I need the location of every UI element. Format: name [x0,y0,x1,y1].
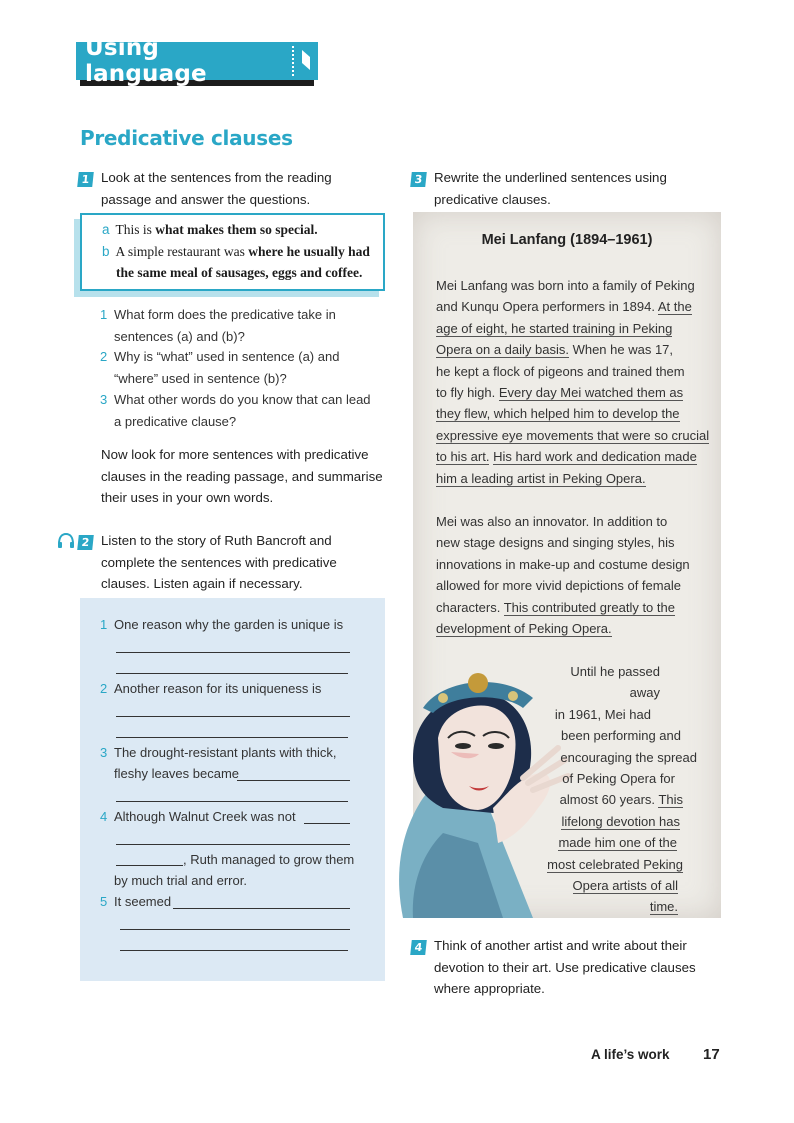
headphones-icon[interactable] [57,533,75,554]
item-text: Although Walnut Creek was not [114,809,296,824]
item-number: 3 [100,745,108,760]
task-3-instruction [434,167,667,210]
follow-up-line: their uses in your own words. [101,490,274,505]
answer-blank[interactable] [173,908,350,909]
item-number: 2 [100,681,108,696]
passage-paragraph-2 [436,511,690,639]
passage-line: in 1961, Mei had [554,706,651,722]
example-b-text: A simple restaurant was [115,244,249,259]
passage-title: Mei Lanfang (1894–1961) [481,232,653,248]
underlined-sentence: they flew, which helped him to develop the [436,406,680,422]
passage-line: Mei was also an innovator. In addition to [436,514,668,529]
answer-blank[interactable] [116,844,350,845]
question-3 [100,389,371,432]
section-banner [76,35,318,87]
question-number: 3 [100,392,108,407]
exercise-item-4-end: by much trial and error. [114,873,247,888]
underlined-sentence: development of Peking Opera. [436,621,612,637]
passage-line: Until he passed away [570,664,660,701]
underlined-sentence: age of eight, he started training in Peking [436,320,673,336]
item-number: 4 [100,809,108,824]
example-a-text: This is [115,222,156,237]
exercise-item-4-continued: , Ruth managed to grow them [183,852,355,867]
task-2-instruction-line: clauses. Listen again if necessary. [101,576,303,591]
example-b-continued [116,265,362,281]
passage-line: allowed for more vivid depictions of female [436,578,681,594]
task-2-instruction-line: complete the sentences with predicative [101,554,337,570]
unit-title: A life’s work [591,1047,670,1062]
passage-paragraph-3 [541,661,697,918]
answer-blank[interactable] [116,865,183,866]
underlined-sentence: him a leading artist in Peking Opera. [436,470,646,486]
task-4-instruction [434,935,696,1000]
passage-line: new stage designs and singing styles, his [436,535,675,551]
task-4-instruction-line: Think of another artist and write about their [434,938,687,953]
passage-text: almost 60 years. [559,792,656,808]
exercise-item-2 [100,681,321,696]
follow-up-line: clauses in the reading passage, and summarise [101,468,383,484]
task-3-instruction-line: predicative clauses. [434,191,551,207]
underlined-sentence: This [658,792,683,808]
item-number: 5 [100,894,108,909]
item-text: One reason why the garden is unique is [114,617,344,632]
question-text: sentences (a) and (b)? [114,328,245,344]
answer-blank[interactable] [116,716,350,717]
passage-line: innovations in make-up and costume design [436,556,690,572]
bookmark-icon [292,46,318,76]
task-1-instruction-line: Look at the sentences from the reading [101,170,332,185]
example-a [102,222,318,238]
passage-line: he kept a flock of pigeons and trained them [436,363,685,379]
task-3-instruction-line: Rewrite the underlined sentences using [434,170,667,185]
passage-text: to fly high. [436,385,496,401]
question-text: “where” used in sentence (b)? [114,370,287,386]
task-4-instruction-line: devotion to their art. Use predicative clauses [434,959,696,975]
answer-blank[interactable] [116,673,348,674]
task-1-follow-up [101,444,383,509]
answer-blank[interactable] [116,801,348,802]
follow-up-line: Now look for more sentences with predicative [101,447,369,462]
item-number: 1 [100,617,108,632]
passage-paragraph-1 [436,275,709,489]
example-a-clause: what makes them so special. [155,222,318,237]
exercise-panel [80,598,385,981]
underlined-sentence: His hard work and dedication made [493,449,697,465]
passage-text: When he was 17, [568,342,674,358]
exercise-item-4 [100,809,296,824]
question-text: a predicative clause? [114,413,237,429]
page-number: 17 [703,1046,720,1063]
underlined-sentence: most celebrated Peking [547,856,683,872]
answer-blank[interactable] [120,929,350,930]
passage-text: and Kunqu Opera performers in 1894. [436,299,655,315]
exercise-item-5 [100,894,171,909]
passage-line: been performing and [561,728,681,744]
underlined-sentence: expressive eye movements that were so crucial [436,427,710,443]
underlined-sentence: At the [657,299,692,315]
item-text: It seemed [114,894,172,909]
example-b-clause: where he usually had [248,244,370,259]
question-text: What form does the predicative take in [114,307,336,322]
answer-blank[interactable] [116,737,348,738]
question-2 [100,346,339,389]
question-number: 2 [100,349,108,364]
underlined-sentence: Opera artists of all time. [572,878,678,915]
task-4-number: 4 [410,940,427,955]
example-a-label: a [102,222,110,237]
underlined-sentence: made him one of the [558,835,677,851]
section-title: Predicative clauses [80,126,293,150]
banner-title: Using language [85,35,207,87]
passage-text: characters. [436,599,501,615]
underlined-sentence: This contributed greatly to the [503,599,675,615]
task-1-instruction [101,167,332,210]
answer-blank[interactable] [237,780,350,781]
answer-blank[interactable] [116,652,350,653]
task-2-instruction [101,530,337,595]
exercise-item-1 [100,617,343,632]
passage-line: encouraging the spread [560,749,697,765]
task-1-number: 1 [77,172,94,187]
underlined-sentence: Opera on a daily basis. [436,342,569,358]
passage-line: of Peking Opera for [562,771,675,787]
exercise-item-3-continued: fleshy leaves became [114,766,240,781]
task-3-number: 3 [410,172,427,187]
underlined-sentence: to his art. [436,449,490,465]
answer-blank[interactable] [120,950,348,951]
item-text: Another reason for its uniqueness is [114,681,322,696]
question-text: Why is “what” used in sentence (a) and [114,349,340,364]
question-number: 1 [100,307,108,322]
example-b-clause-2: the same meal of sausages, eggs and coffee. [116,265,363,280]
answer-blank[interactable] [304,823,350,824]
underlined-sentence: lifelong devotion has [561,813,680,829]
task-1-instruction-line: passage and answer the questions. [101,191,311,207]
task-2-number: 2 [77,535,94,550]
question-1 [100,304,336,347]
question-text: What other words do you know that can lead [114,392,371,407]
passage-line: Mei Lanfang was born into a family of Peking [436,278,695,293]
example-b [102,244,370,260]
task-2-instruction-line: Listen to the story of Ruth Bancroft and [101,533,332,548]
exercise-item-3 [100,745,337,760]
example-b-label: b [102,244,110,259]
task-4-instruction-line: where appropriate. [434,981,545,996]
underlined-sentence: Every day Mei watched them as [498,385,684,401]
item-text: The drought-resistant plants with thick, [114,745,337,760]
